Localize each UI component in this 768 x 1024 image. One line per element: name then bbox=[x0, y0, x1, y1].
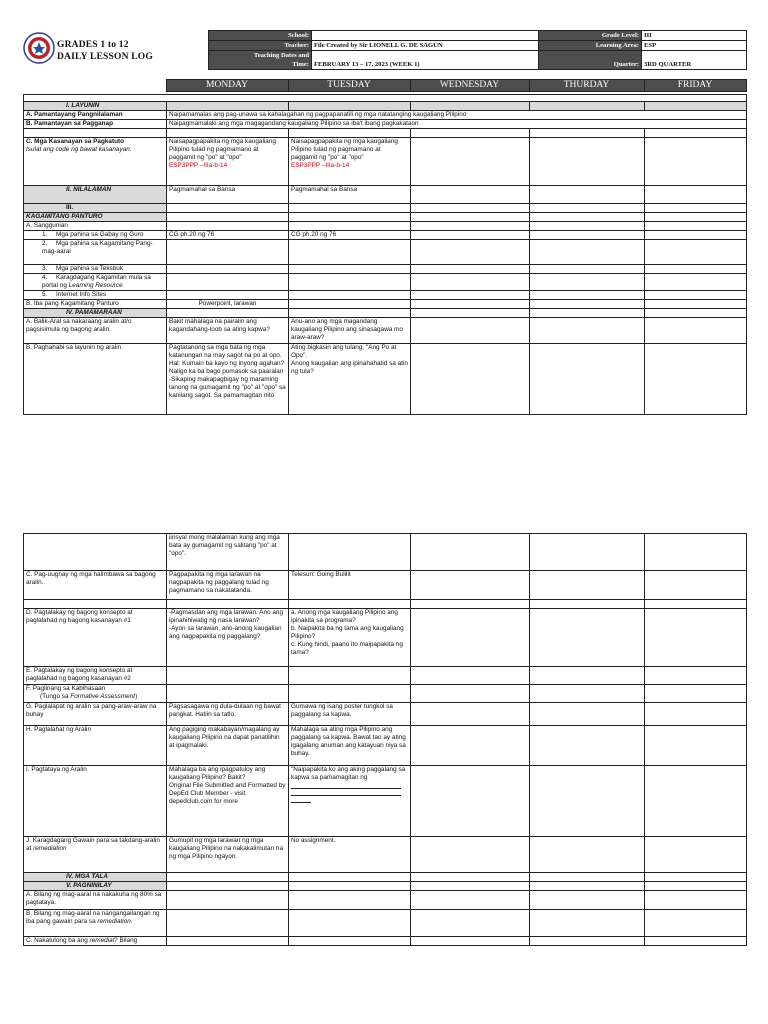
paglalahat-label: H. Paglalahat ng Aralin bbox=[24, 726, 167, 766]
paglalahat-monday: Ang pagiging makabayan/magalang ay kaugaliang Pilipino na dapat panatilihin at ipagmalaki. bbox=[167, 726, 289, 766]
teacher-value: File Created by Sir LIONELL G. DE SAGUN bbox=[312, 41, 539, 51]
sanggunian-label: A. Sanggunian bbox=[24, 222, 167, 231]
spacer-row bbox=[24, 95, 747, 102]
day-header-row bbox=[23, 79, 747, 92]
pagganap-value: Naipagmamalaki ang mga magagandang kaugaliang Pilipino sa iba't ibang pagkakataon bbox=[167, 120, 747, 129]
pang-mag-aaral-num: 2. bbox=[42, 240, 48, 247]
paglalapat-label: G. Paglalapat ng aralin sa pang-araw-araw na buhay bbox=[24, 703, 167, 726]
lesson-log-header bbox=[23, 30, 746, 73]
portal-text: Karagdagang Kagamitan mula sa portal ng bbox=[42, 274, 151, 289]
dates-label-line1: Teaching Dates and bbox=[253, 52, 309, 59]
grade-value: III bbox=[642, 31, 747, 41]
iba-monday: Powerpoint, larawan bbox=[167, 300, 289, 309]
portal-num: 4. bbox=[42, 274, 48, 281]
dates-value: FEBRUARY 13 – 17, 2023 (WEEK 1) bbox=[312, 51, 539, 70]
paghahabi-monday: Pagtatanong sa mga bata ng mga katanungan na may sagot na po at opo. Hal: Kumain ba kayo ng inyong agahan? Naligo ka ba bago pumasok sa paaralan -Sikaping makapagbigay ng maraming tanong na gumagamit ng "po" at "opo" sa kanilang sagot. Sa pamamagitan nito bbox=[167, 344, 289, 415]
school-label: School: bbox=[209, 31, 312, 41]
log-title bbox=[57, 39, 153, 63]
paghahabi-label: B. Paghahabi sa layunin ng aralin bbox=[24, 344, 167, 415]
title-line-1: GRADES 1 to 12 bbox=[57, 40, 129, 50]
pagninilay-text: V. PAGNINILAY bbox=[66, 882, 112, 889]
bilang-remediation-text: B. Bilang ng mag-aaral na nangangailangan ng iba pang gawain para sa bbox=[26, 910, 160, 925]
portal-label bbox=[24, 274, 167, 291]
pag-uugnay-label: C. Pag-uugnay ng mga halimbawa sa bagong aralin. bbox=[24, 571, 167, 600]
pamamaraan-text: IV. PAMAMARAAN bbox=[66, 309, 122, 316]
kasanayan-tuesday-code: ESP3PPP –IIIa-b-14 bbox=[291, 162, 350, 169]
lesson-table-part1 bbox=[23, 94, 747, 415]
nakatulong-label bbox=[24, 937, 167, 946]
info-table bbox=[208, 30, 747, 70]
school-value bbox=[312, 31, 539, 41]
area-label: Learning Area: bbox=[539, 41, 642, 51]
paglalapat-tuesday: Gumawa ng isang poster tungkol sa paggalang sa kapwa. bbox=[289, 703, 411, 726]
karagdagang-gawain-label bbox=[24, 837, 167, 873]
day-wednesday: WEDNESDAY bbox=[410, 80, 529, 92]
teksbuk-num: 3. bbox=[42, 265, 48, 272]
pamamaraan-label bbox=[24, 309, 167, 318]
pagtalakay-1-tuesday: a. Anong mga kaugaliang Pilipino ang ipinakita sa programa? b. Naipakita ba ng tama ang kaugaliang Pilipino? c. Kung hindi, paano ito maipapakita ng tama? bbox=[289, 609, 411, 667]
karagdagang-gawain-italic: remediation bbox=[33, 845, 67, 852]
kasanayan-monday-text: Naisapagpapakita ng mga kaugaliang Pilipino tulad ng pagmamano at paggamit ng "po" at "opo" bbox=[169, 138, 276, 161]
grade-label: Grade Level: bbox=[539, 31, 642, 41]
lesson-table-part2 bbox=[23, 533, 747, 946]
portal-text-italic: Learning Resource bbox=[68, 282, 123, 289]
paghahabi-tuesday: Ating bigkasin ang tulang, "Ang Po at Opo". Anong kaugalian ang ipinahahatid sa atin ng tula? bbox=[289, 344, 411, 415]
pamantayang-value: Naipamamalas ang pag-unawa sa kahalagahan ng pagpapanatili ng mga natatanging kaugaliang Pilipino bbox=[167, 111, 747, 120]
pagninilay-label bbox=[24, 882, 167, 891]
pagtalakay-2-label: E. Pagtalakay ng bagong konsepto at paglalahad ng bagong kasanayan #2 bbox=[24, 667, 167, 685]
pagtataya-tuesday-text: "Naipapakita ko ang aking paggalang sa kapwa sa pamamagitan ng bbox=[291, 766, 406, 781]
nilalaman-label bbox=[24, 186, 167, 204]
dates-label-line2: Time: bbox=[292, 61, 309, 68]
pag-uugnay-monday: Pagpapakita ng mga larawan na nagpapakita ng paggalang tulad ng pagmamano sa nakatatanda. bbox=[167, 571, 289, 600]
nilalaman-monday: Pagmamahal sa Bansa bbox=[167, 186, 289, 204]
kasanayan-title: C. Mga Kasanayan sa Pagkatuto bbox=[26, 138, 125, 145]
quarter-value: 3RD QUARTER bbox=[642, 51, 747, 70]
day-tuesday: TUESDAY bbox=[288, 80, 410, 92]
pagtataya-tuesday bbox=[289, 766, 411, 837]
day-thursday: THURDAY bbox=[529, 80, 644, 92]
bilang-remediation-italic: remediation. bbox=[97, 918, 133, 925]
teksbuk-text: Mga pahina sa Teksbuk bbox=[56, 265, 124, 272]
iii-text: III. bbox=[66, 204, 74, 211]
kasanayan-monday-code: ESP3PPP –IIIa-b-14 bbox=[169, 162, 228, 169]
balik-aral-monday: Bakit mahalaga na pairalin ang kagandahang-loob sa ating kapwa? bbox=[167, 318, 289, 344]
day-header-blank bbox=[23, 80, 166, 92]
day-friday: FRIDAY bbox=[644, 80, 746, 92]
paglinang-sub-a: (Tungo sa bbox=[40, 693, 71, 700]
dates-label bbox=[209, 51, 312, 70]
kagamitan-label: KAGAMITANG PANTURO bbox=[24, 213, 167, 222]
gabay-num: 1. bbox=[42, 231, 48, 238]
paglinang-sub bbox=[26, 693, 164, 701]
kasanayan-monday bbox=[167, 138, 289, 186]
teksbuk-label bbox=[24, 265, 167, 274]
paglinang-title: F. Paglinang sa Kabihasaan bbox=[26, 685, 106, 692]
balik-aral-label: A. Balik-Aral sa nakaraang aralin at/o pagsisimula ng bagong aralin. bbox=[24, 318, 167, 344]
nakatulong-text-a: C. Nakatulong ba ang bbox=[26, 937, 90, 944]
pang-mag-aaral-text: Mga pahina sa Kagamitang Pang-mag-aaral bbox=[42, 240, 153, 255]
gabay-tuesday: CG ph.20 ng 76 bbox=[289, 231, 411, 240]
section-iii bbox=[24, 204, 167, 213]
area-value: ESP bbox=[642, 41, 747, 51]
nilalaman-tuesday: Pagmamahal sa Bansa bbox=[289, 186, 411, 204]
paglinang-sub-c: ) bbox=[135, 693, 138, 700]
kasanayan-sub: Isulat ang code ng bawat kasanayan. bbox=[26, 146, 132, 153]
pamantayang-label: A. Pamantayang Pangnilalaman bbox=[24, 111, 167, 120]
kasanayan-tuesday-text: Naisapagpapakita ng mga kaugaliang Pilipino tulad ng pagmamano at paggamit ng "po" at "opo" bbox=[291, 138, 398, 161]
gabay-monday: CG ph.20 ng 76 bbox=[167, 231, 289, 240]
paghahabi-monday-cont: iinsyal mong malalaman kung ang mga bata ay gumagamit ng salitang "po" at "opo". bbox=[167, 534, 289, 571]
answer-line bbox=[291, 782, 401, 789]
deped-seal-icon bbox=[23, 32, 55, 64]
gabay-label bbox=[24, 231, 167, 240]
nakatulong-text-c: ? Bilang bbox=[114, 937, 138, 944]
layunin-label: I. LAYUNIN bbox=[66, 102, 100, 109]
answer-line bbox=[291, 789, 401, 796]
pang-mag-aaral-label bbox=[24, 240, 167, 265]
kasanayan-tuesday bbox=[289, 138, 411, 186]
quarter-label: Quarter: bbox=[539, 51, 642, 70]
karagdagang-gawain-monday: Gumupit ng mga larawan ng mga kaugaliang Pilipino na nakakalimutan na ng mga Pilipino ngayon. bbox=[167, 837, 289, 873]
paglinang-label bbox=[24, 685, 167, 703]
paglinang-sub-b: Formative Assessment bbox=[70, 693, 136, 700]
internet-text: Internet Info Sites bbox=[56, 291, 107, 298]
gabay-text: Mga pahina sa Gabay ng Guro bbox=[56, 231, 144, 238]
title-line-2: DAILY LESSON LOG bbox=[57, 52, 153, 62]
kasanayan-label bbox=[24, 138, 167, 186]
iba-label: B. Iba pang Kagamitang Panturo bbox=[24, 300, 167, 309]
bilang-80-label: A. Bilang ng mag-aaral na nakakuha ng 80% sa pagtataya. bbox=[24, 891, 167, 910]
paglalahat-tuesday: Mahalaga sa ating mga Pilipino ang paggalang sa kapwa. Bawat tao ay ating igagalang anuman ang katayuan niya sa buhay. bbox=[289, 726, 411, 766]
section-layunin bbox=[24, 102, 167, 111]
answer-line bbox=[291, 796, 311, 803]
internet-label bbox=[24, 291, 167, 300]
mga-tala-label bbox=[24, 873, 167, 882]
bilang-remediation-label bbox=[24, 910, 167, 937]
karagdagang-gawain-text: J. Karagdagang Gawain para sa takdang-aralin at bbox=[26, 837, 160, 852]
pag-uugnay-tuesday: Telesuri: Going Bulilit bbox=[289, 571, 411, 600]
pagganap-label: B. Pamantayan sa Pagganap bbox=[24, 120, 167, 129]
nilalaman-text: II. NILALAMAN bbox=[66, 186, 112, 193]
pagtataya-monday: Mahalaga ba ang ipagpatuloy ang kaugaliang Pilipino? Bakit? Original File Submitted and Formatted by DepEd Club Member - visit depedclub.com for more bbox=[167, 766, 289, 837]
teacher-label: Teacher: bbox=[209, 41, 312, 51]
internet-num: 5. bbox=[42, 291, 48, 298]
balik-aral-tuesday: Anu-ano ang mga magandang kaugaliang Pilipino ang sinasagawa mo araw-araw? bbox=[289, 318, 411, 344]
pagtalakay-1-label: D. Pagtalakay ng bagong konsepto at paglalahad ng bagong kasanayan #1 bbox=[24, 609, 167, 667]
pagtalakay-1-monday: -Pagmasdan ang mga larawan. Ano ang ipinahihiwatig ng nasa larawan? -Ayon sa larawan, ano-anong kaugalian ang nagpapakita ng paggalang? bbox=[167, 609, 289, 667]
paglalapat-monday: Pagsasagawa ng dula-dulaan ng bawat pangkat. Hatiin sa tatlo. bbox=[167, 703, 289, 726]
mga-tala-text: IV. MGA TALA bbox=[66, 873, 109, 880]
day-monday: MONDAY bbox=[166, 80, 288, 92]
pagtataya-label: I. Pagtataya ng Aralin bbox=[24, 766, 167, 837]
nakatulong-text-b: remedial bbox=[89, 937, 115, 944]
karagdagang-gawain-tuesday: No assignment. bbox=[289, 837, 411, 873]
